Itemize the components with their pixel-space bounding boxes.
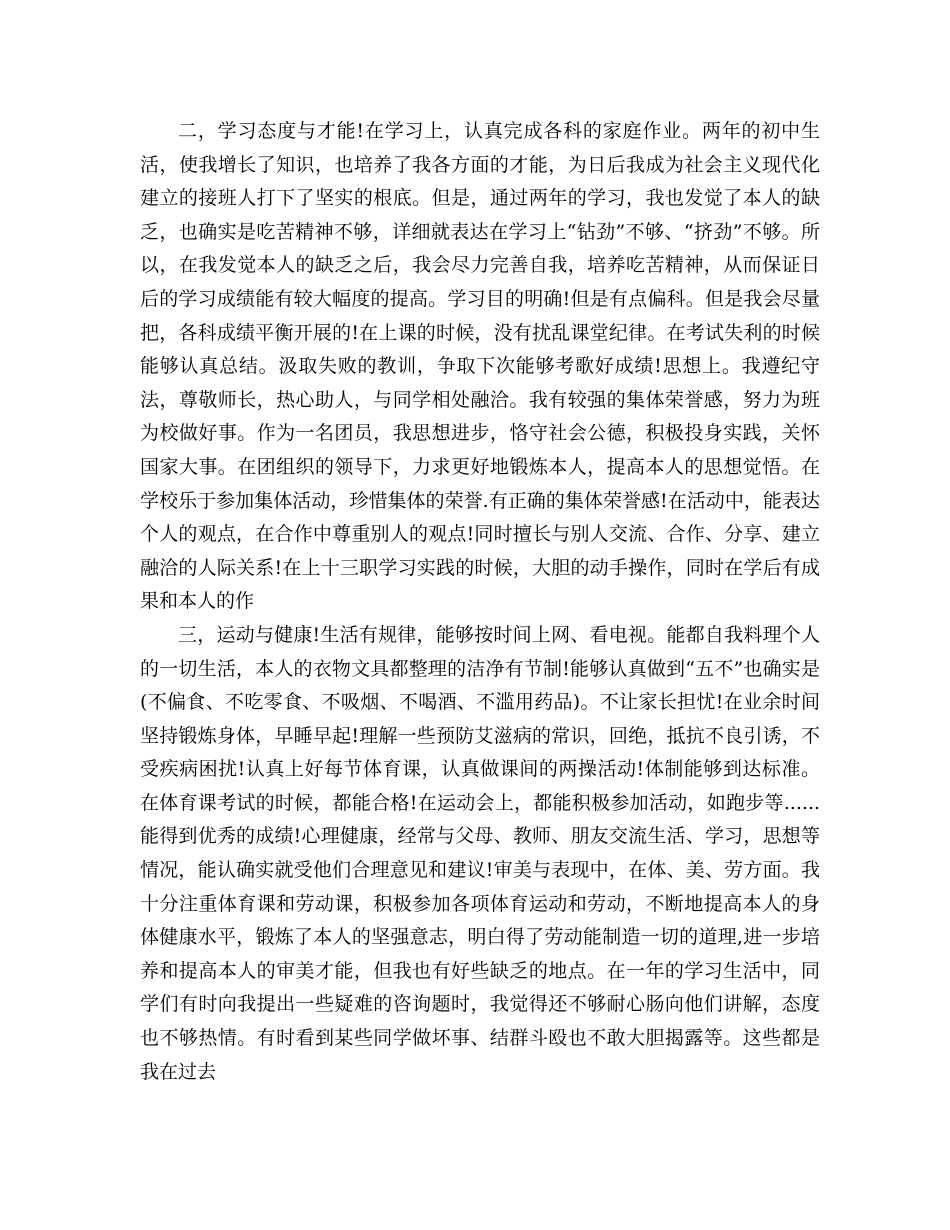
paragraph-study-attitude: 二，学习态度与才能!在学习上，认真完成各科的家庭作业。两年的初中生活，使我增长了知识，也培养了我各方面的才能，为日后我成为社会主义现代化建立的接班人打下了坚实的根底。但是，通过两年的学习，我也发觉了本人的缺乏，也确实是吃苦精神不够，详细就表达在学习上“钻劲”不够、“挤劲”不够。所以，在我发觉本人的缺乏之后，我会尽力完善自我，培养吃苦精神，从而保证日后的学习成绩能有较大幅度的提高。学习目的明确!但是有点偏科。但是我会尽量把，各科成绩平衡开展的!在上课的时候，没有扰乱课堂纪律。在考试失利的时候能够认真总结。汲取失败的教训，争取下次能够考歌好成绩!思想上。我遵纪守法，尊敬师长，热心助人，与同学相处融洽。我有较强的集体荣誉感，努力为班为校做好事。作为一名团员，我思想进步，恪守社会公德，积极投身实践，关怀国家大事。在团组织的领导下，力求更好地锻炼本人，提高本人的思想觉悟。在学校乐于参加集体活动，珍惜集体的荣誉.有正确的集体荣誉感!在活动中，能表达个人的观点，在合作中尊重别人的观点!同时擅长与别人交流、合作、分享、建立融洽的人际关系!在上十三职学习实践的时候，大胆的动手操作，同时在学后有成果和本人的作 bbox=[140, 120, 820, 613]
document-body bbox=[140, 115, 820, 1089]
paragraph-sports-health: 三，运动与健康!生活有规律，能够按时间上网、看电视。能都自我料理个人的一切生活，本人的衣物文具都整理的洁净有节制!能够认真做到“五不”也确实是(不偏食、不吃零食、不吸烟、不喝酒、不滥用药品)。不让家长担忧!在业余时间坚持锻炼身体，早睡早起!理解一些预防艾滋病的常识，回绝，抵抗不良引诱，不受疾病困扰!认真上好每节体育课，认真做课间的两操活动!体制能够到达标准。在体育课考试的时候，都能合格!在运动会上，都能积极参加活动，如跑步等......能得到优秀的成绩!心理健康，经常与父母、教师、朋友交流生活、学习，思想等情况，能认确实就受他们合理意见和建议!审美与表现中，在体、美、劳方面。我十分注重体育课和劳动课，积极参加各项体育运动和劳动，不断地提高本人的身体健康水平，锻炼了本人的坚强意志，明白得了劳动能制造一切的道理,进一步培养和提高本人的审美才能，但我也有好些缺乏的地点。在一年的学习生活中，同学们有时向我提出一些疑难的咨询题时，我觉得还不够耐心肠向他们讲解，态度也不够热情。有时看到某些同学做坏事、结群斗殴也不敢大胆揭露等。这些都是我在过去 bbox=[140, 623, 820, 1083]
